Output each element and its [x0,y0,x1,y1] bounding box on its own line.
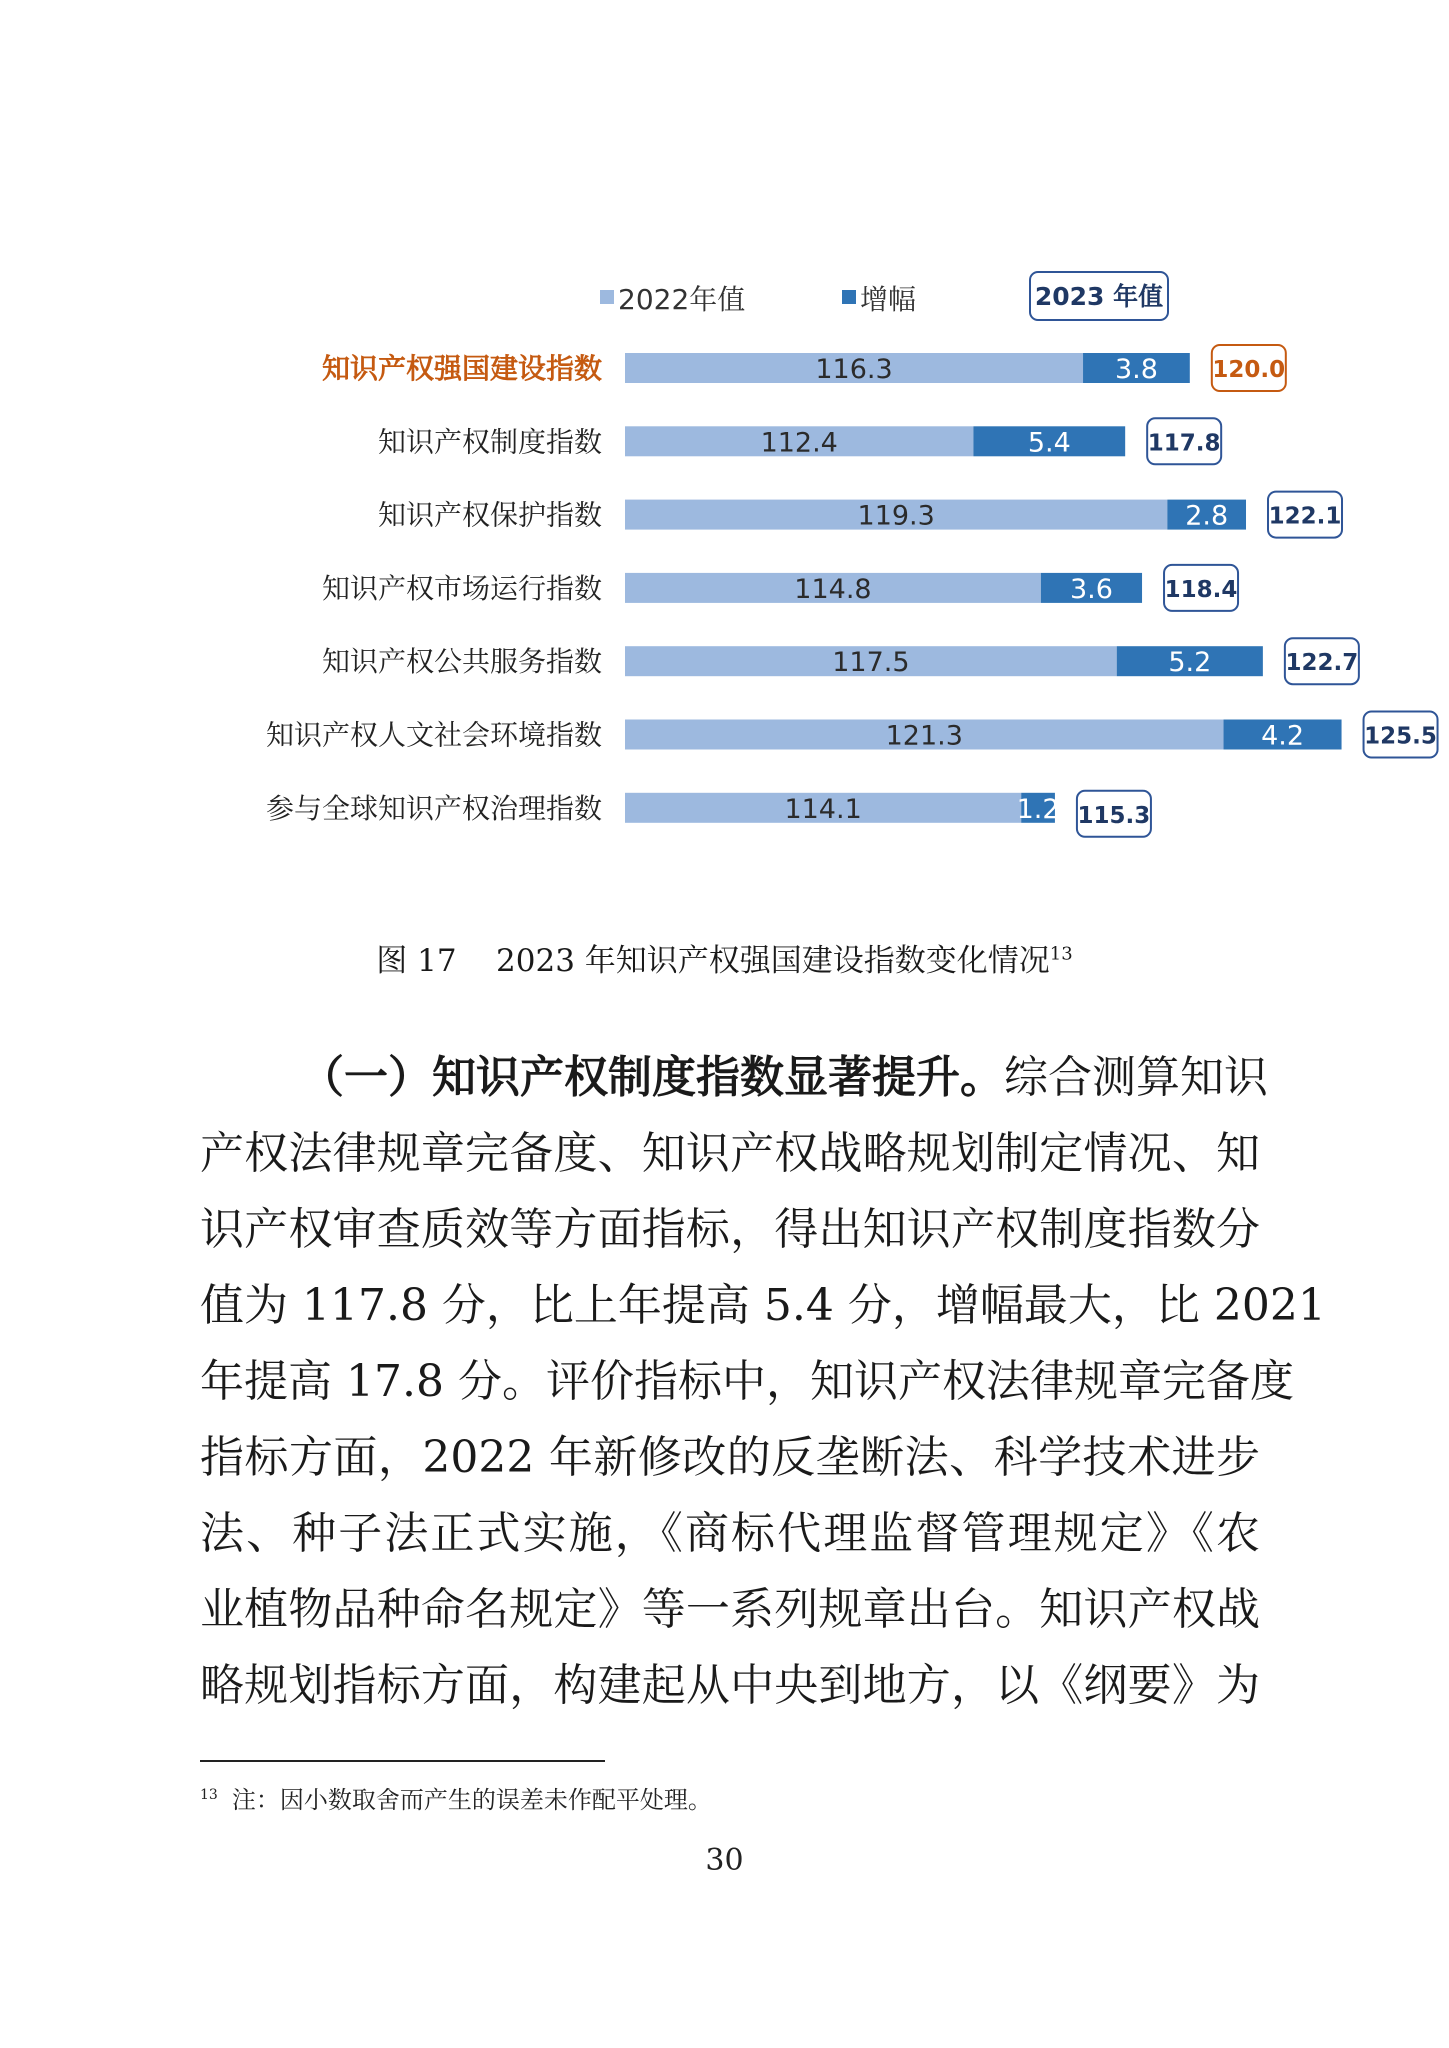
bar-2022-label: 117.5 [832,647,910,679]
body-paragraph [200,1040,1326,1724]
category-label: 知识产权制度指数 [377,425,602,459]
bar-2022-label: 112.4 [760,427,838,459]
figure-caption [0,935,1449,980]
chart-legend [600,272,1168,320]
body-line: 略规划指标方面，构建起从中央到地方，以《纲要》为 [200,1660,1260,1711]
bar-increase-label: 5.2 [1168,647,1212,679]
bar-2022-label: 114.1 [784,793,862,825]
category-label: 知识产权人文社会环境指数 [265,718,602,752]
category-label: 参与全球知识产权治理指数 [265,791,602,825]
bar-increase-label: 1.2 [1016,793,1060,825]
body-line-text: 综合测算知识 [1004,1052,1268,1103]
body-line: 业植物品种命名规定》等一系列规章出台。知识产权战 [200,1584,1260,1635]
body-line: 年提高 17.8 分。评价指标中，知识产权法律规章完备度 [200,1356,1294,1407]
total-label: 125.5 [1364,723,1437,750]
total-label: 122.1 [1268,503,1342,530]
footnote-mark: 13 [200,1787,218,1803]
body-line: 法、种子法正式实施，《商标代理监督管理规定》《农 [200,1508,1260,1559]
bar-increase-label: 5.4 [1027,427,1071,459]
bar-increase-label: 3.8 [1114,354,1158,385]
legend-label-2023: 2023 年值 [1034,282,1164,311]
category-label: 知识产权市场运行指数 [321,571,602,605]
footnote [200,1780,712,1815]
category-label: 知识产权保护指数 [377,498,602,532]
total-label: 115.3 [1077,802,1151,829]
category-label: 知识产权公共服务指数 [321,645,602,679]
bar-2022-label: 116.3 [815,354,893,385]
legend-swatch-2022 [600,290,614,304]
caption-note-ref: 13 [1049,943,1073,965]
chart-rows [266,345,1438,837]
bar-2022-label: 119.3 [857,500,935,532]
bar-increase-label: 4.2 [1261,720,1305,752]
total-label: 118.4 [1164,576,1238,603]
body-line [200,1040,1268,1116]
stacked-bar-chart [0,0,1449,900]
bar-2022-label: 114.8 [794,573,872,605]
section-lead: （一）知识产权制度指数显著提升。 [300,1052,1004,1103]
caption-prefix: 图 17 [376,943,457,979]
legend-label-2022: 2022年值 [618,283,746,316]
body-line: 值为 117.8 分，比上年提高 5.4 分，增幅最大，比 2021 [200,1280,1326,1331]
total-label: 120.0 [1212,357,1286,383]
bar-increase-label: 3.6 [1069,573,1113,605]
footnote-divider [200,1760,605,1762]
category-label: 知识产权强国建设指数 [321,352,602,385]
page-number: 30 [705,1843,744,1878]
body-line: 识产权审查质效等方面指标，得出知识产权制度指数分 [200,1204,1260,1255]
total-label: 117.8 [1147,430,1221,457]
footnote-text: 注：因小数取舍而产生的误差未作配平处理。 [231,1786,712,1814]
legend-swatch-increase [842,290,856,304]
body-line: 指标方面，2022 年新修改的反垄断法、科学技术进步 [200,1432,1260,1483]
legend-label-increase: 增幅 [860,283,917,316]
bar-2022-label: 121.3 [885,720,963,752]
body-line: 产权法律规章完备度、知识产权战略规划制定情况、知 [200,1128,1260,1179]
bar-increase-label: 2.8 [1185,500,1229,532]
caption-title: 2023 年知识产权强国建设指数变化情况 [496,943,1050,979]
total-label: 122.7 [1285,650,1359,677]
